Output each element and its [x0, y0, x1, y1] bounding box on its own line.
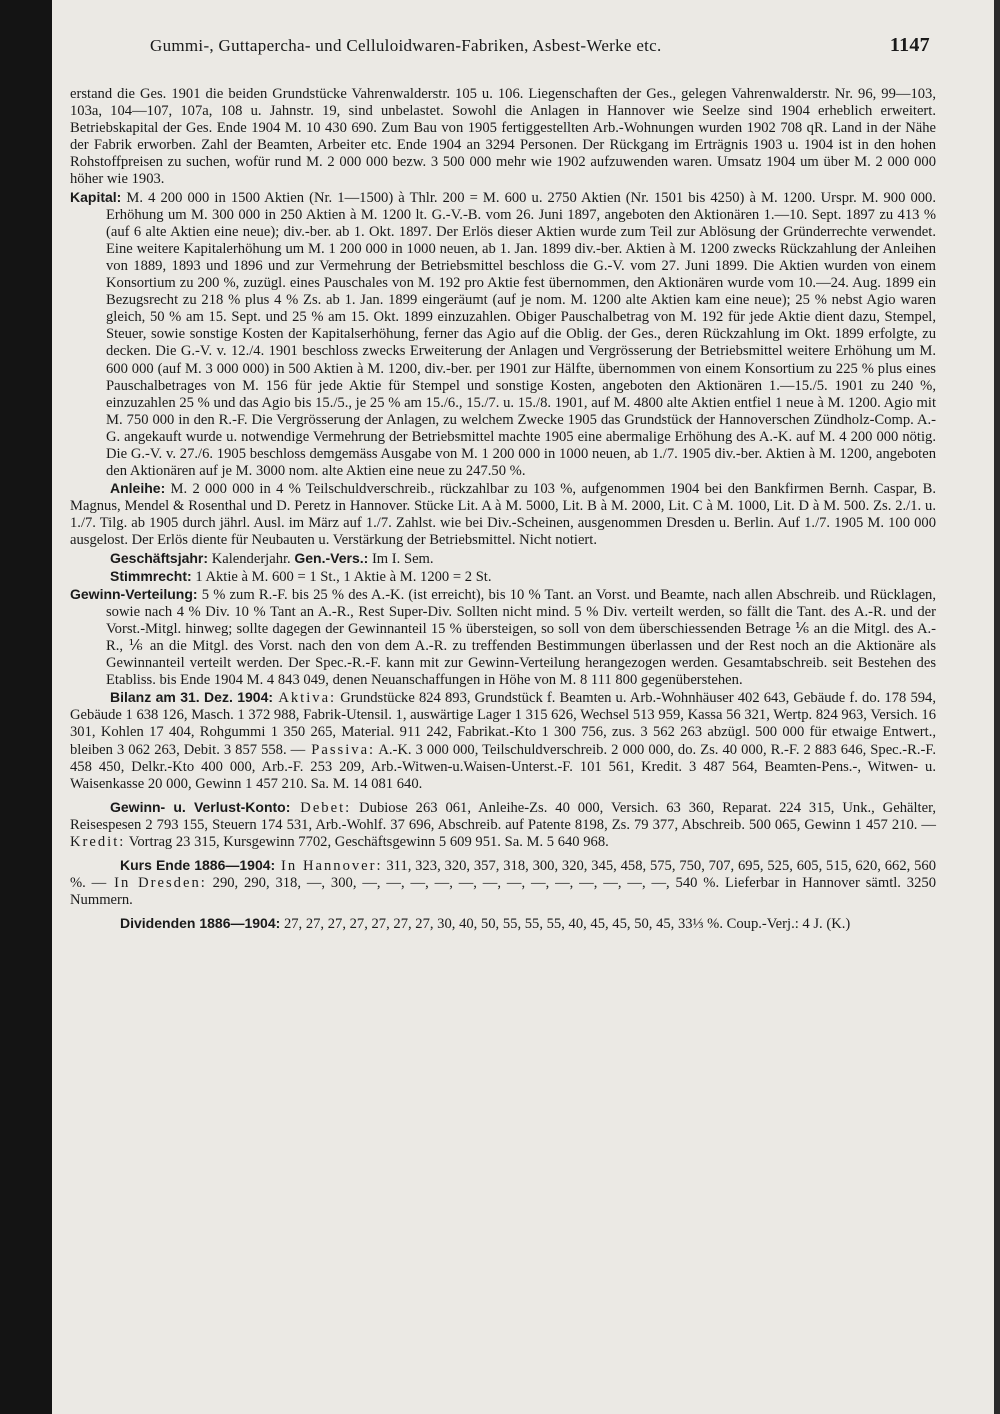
- anleihe-section: [70, 480, 936, 549]
- intro-text: erstand die Ges. 1901 die beiden Grundstücke Vahrenwalderstr. 105 u. 106. Liegenschaften der Ges., gelegen Vahrenwalderstr. Nr. 96, 99—103, 103a, 104—107, 107a, 108 u. Jahnstr. 19, sind unbelastet. Sowohl die Anlagen in Hannover wie Seelze sind 1904 erheblich erweitert. Betriebskapital der Ges. Ende 1904 M. 10 430 690. Zum Bau von 1905 fertiggestellten Arb.-Wohnungen wurden 1902 708 qR. Land in der Nähe der Fabrik erworben. Zahl der Beamten, Arbeiter etc. Ende 1904 an 3294 Personen. Der Rückgang im Erträgnis 1903 u. 1904 ist in den hohen Rohstoffpreisen zu suchen, wofür rund M. 2 000 000 bezw. 3 500 000 mehr wie 1902 aufzuwenden waren. Umsatz 1904 um über M. 2 000 000 höher wie 1903.: [70, 86, 936, 188]
- bilanz-aktiva-label: Aktiva:: [273, 690, 337, 707]
- kurs-dresden-values: 290, 290, 318, —, 300, —, —, —, —, —, —, —, —, —, —, —, —, —, 540 %. Lieferbar in Hannover sämtl. 3250 Nummern.: [70, 875, 936, 909]
- anleihe-label: Anleihe:: [110, 480, 166, 497]
- kapital-text: M. 4 200 000 in 1500 Aktien (Nr. 1—1500) à Thlr. 200 = M. 600 u. 2750 Aktien (Nr. 1501 bis 4250) à M. 1200. Urspr. M. 900 000. Erhöhung um M. 300 000 in 250 Aktien à M. 1200 lt. G.-V.-B. vom 26. Juni 1897, angeboten den Aktionären 1.—10. Sept. 1897 zu 413 % (auf 6 alte Aktien eine neue); div.-ber. ab 1. Okt. 1897. Der Erlös dieser Aktien wurde zum Teil zur Ablösung der Gründerrechte verwendet. Eine weitere Kapitalerhöhung um M. 1 200 000 in 1000 neuen, ab 1. Jan. 1899 div.-ber. Aktien à M. 1200 zwecks Rückzahlung der Anleihen von 1889, 1893 und 1896 und zur Vermehrung der Betriebsmittel beschloss die G.-V. vom 27. Juni 1899. Die Aktien wurden von einem Konsortium zu 200 %, zuzügl. eines Pauschales von M. 192 pro Aktie fest übernommen, den Aktionären wurde vom 10.—24. Aug. 1899 ein Bezugsrecht zu 218 % plus 4 % Zs. ab 1. Jan. 1899 eingeräumt (auf je nom. M. 1200 alte Aktien kam eine neue); 25 % nebst Agio waren gleich, 50 % am 15. Sept. und 25 % am 15. Okt. 1899 einzuzahlen. Obiger Pauschalbetrag von M. 192 für jede Aktie dient dazu, Stempel, Steuer, sowie sonstige Kosten der Kapitalserhöhung, ferner das Agio auf die Oblig. der Ges., deren Rückzahlung im Okt. 1899 erfolgte, zu decken. Die G.-V. v. 12./4. 1901 beschloss zwecks Erweiterung der Anlagen und Vergrösserung der Betriebsmittel weitere Erhöhung um M. 600 000 (auf M. 3 000 000) in 500 Aktien à M. 1200, div.-ber. per 1901 zur Hälfte, übernommen von einem Konsortium zu 225 % plus eines Pauschalbetrages von M. 156 für jede Aktie für Stempel und sonstige Kosten, angeboten den Aktionären 1.—15./5. 1901 zu 240 %, einzuzahlen 25 % und das Agio bis 15./5., je 25 % am 15./6., 15./7. u. 15./8. 1901, auf M. 4800 alte Aktien entfiel 1 neue à M. 1200. Agio mit M. 750 000 in den R.-F. Die Vergrösserung der Anlagen, zu welchem Zwecke 1905 das Grundstück der Hannoverschen Zündholz-Comp. A.-G. angekauft wurde u. notwendige Vermehrung der Betriebsmittel machte 1905 eine abermalige Erhöhung des A.-K. auf M. 4 200 000 nötig. Die G.-V. v. 27./6. 1905 beschloss demgemäss Ausgabe von M. 1 200 000 in 1000 neuen, ab 1./7. 1905 div.-ber. Aktien à M. 1200, angeboten den Aktionären auf je M. 3000 nom. alte Aktien eine neue zu 247.50 %.: [106, 189, 936, 480]
- guv-debet-text: Dubiose 263 061, Anleihe-Zs. 40 000, Versich. 63 360, Reparat. 224 315, Unk., Gehälter, Reisespesen 2 793 155, Steuern 174 531, Arb.-Wohlf. 37 696, Abschreib. auf Patente 8198, Zs. 79 377, Abschreib. 500 065, Gewinn 1 457 210. —: [70, 799, 936, 833]
- kapital-label: Kapital:: [70, 188, 122, 205]
- gewinn-verteilung-label: Gewinn-Verteilung:: [70, 585, 198, 602]
- page-number: 1147: [889, 34, 930, 56]
- stimmrecht-label: Stimmrecht:: [110, 567, 192, 584]
- intro-paragraph: [70, 86, 936, 189]
- gen-vers-text: Im I. Sem.: [368, 550, 434, 567]
- running-title: Gummi-, Guttapercha- und Celluloidwaren-Fabriken, Asbest-Werke etc.: [150, 36, 662, 55]
- guv-kredit-label: Kredit:: [70, 834, 126, 851]
- stimmrecht-text: 1 Aktie à M. 600 = 1 St., 1 Aktie à M. 1200 = 2 St.: [191, 568, 492, 585]
- bilanz-section: [70, 689, 936, 793]
- book-binding-shadow: [0, 0, 52, 1414]
- guv-label: Gewinn- u. Verlust-Konto:: [110, 798, 291, 815]
- guv-section: [70, 799, 936, 851]
- geschaeftsjahr-section: [70, 550, 936, 568]
- kapital-section: [70, 189, 936, 481]
- bilanz-passiva-text: A.-K. 3 000 000, Teilschuldverschreib. 2 000 000, do. Zs. 40 000, R.-F. 2 883 646, Spec.-R.-F. 458 450, Delkr.-Kto 400 000, Arb.-F. 253 209, Arb.-Witwen-u.Waisen-Unterst.-F. 101 561, Kredit. 3 487 564, Beamten-Pens.-, Witwen- u. Waisenkasse 20 000, Gewinn 1 457 210. Sa. M. 14 081 640.: [70, 741, 937, 792]
- bilanz-aktiva-text: Grundstücke 824 893, Grundstück f. Beamten u. Arb.-Wohnhäuser 402 643, Gebäude f. do. 178 594, Gebäude 1 638 126, Masch. 1 372 988, Fabrik-Utensil. 1, auswärtige Lager 1 315 626, Wechsel 513 959, Kassa 56 321, Wertp. 824 963, Versich. 16 301, Kohlen 17 404, Rohgummi 1 350 265, Material. 911 242, Fabrikat.-Kto 1 300 756, zus. 3 562 263 abzügl. 500 000 für etwaige Entwert., bleiben 3 062 263, Debit. 3 857 558. —: [70, 690, 936, 758]
- geschaeftsjahr-text: Kalenderjahr.: [208, 550, 291, 567]
- guv-debet-label: Debet:: [290, 799, 352, 816]
- kurs-section: [70, 857, 936, 909]
- gen-vers-label: Gen.-Vers.:: [294, 549, 369, 566]
- stimmrecht-section: [70, 568, 936, 586]
- gewinn-verteilung-text: 5 % zum R.-F. bis 25 % des A.-K. (ist erreicht), bis 10 % Tant. an Vorst. und Beamte, nach allen Abschreib. und Rücklagen, sowie nach 4 % Div. 10 % Tant an A.-R., Rest Super-Div. Sollten nicht mind. 5 % Div. verteilt werden, so fällt die Tant. des A.-R. und der Vorst.-Mitgl. hinweg; sollte dagegen der Gewinnanteil 15 % übersteigen, so soll von dem überschiessenden Betrage ⅙ an die Mitgl. des A.-R., ⅙ an die Mitgl. des Vorst. nach den von dem A.-R. zu treffenden Bestimmungen überlassen und der Rest noch an die Aktionäre als Gewinnanteil verteilt werden. Der Spec.-R.-F. kann mit zur Gewinn-Verteilung herangezogen werden. Gesamtabschreib. seit Bestehen des Etabliss. bis Ende 1904 M. 4 843 049, denen Neuanschaffungen in Höhe von M. 8 111 800 gegenüberstehen.: [106, 586, 936, 689]
- bilanz-passiva-label: Passiva:: [305, 741, 376, 758]
- dividenden-section: [70, 915, 936, 933]
- page-body: [70, 86, 936, 934]
- dividenden-text: 27, 27, 27, 27, 27, 27, 27, 30, 40, 50, 55, 55, 55, 40, 45, 45, 50, 45, 33⅓ %. Coup.-Verj.: 4 J. (K.): [280, 916, 851, 933]
- anleihe-text: M. 2 000 000 in 4 % Teilschuldverschreib., rückzahlbar zu 103 %, aufgenommen 1904 bei den Bankfirmen Bernh. Caspar, B. Magnus, Mendel & Rosenthal und D. Peretz in Hannover. Stücke Lit. A à M. 5000, Lit. B à M. 2000, Lit. C à M. 1000, Lit. D à M. 500. Zs. 2./1. u. 1./7. Tilg. ab 1905 durch jährl. Ausl. im März auf 1./7. Zahlst. wie bei Div.-Scheinen, ausgenommen Dresden u. Berlin. Auf 1./7. 1905 M. 100 000 ausgelost. Der Erlös diente für Neubauten u. Verstärkung der Betriebsmittel. Nicht notiert.: [70, 481, 936, 549]
- dividenden-label: Dividenden 1886—1904:: [120, 915, 281, 932]
- bilanz-label: Bilanz am 31. Dez. 1904:: [110, 689, 274, 706]
- guv-kredit-text: Vortrag 23 315, Kursgewinn 7702, Geschäftsgewinn 5 609 951. Sa. M. 5 640 968.: [125, 834, 609, 851]
- gewinn-verteilung-section: [70, 586, 936, 690]
- kurs-hannover-values: 311, 323, 320, 357, 318, 300, 320, 345, 458, 575, 750, 707, 695, 525, 605, 515, 620, 662, 560 %. —: [70, 858, 936, 892]
- kurs-dresden-label: In Dresden:: [106, 875, 207, 892]
- page-edge-shadow: [994, 0, 1000, 1414]
- geschaeftsjahr-label: Geschäftsjahr:: [110, 549, 209, 566]
- kurs-hannover-label: In Hannover:: [275, 858, 383, 875]
- kurs-label: Kurs Ende 1886—1904:: [120, 857, 276, 874]
